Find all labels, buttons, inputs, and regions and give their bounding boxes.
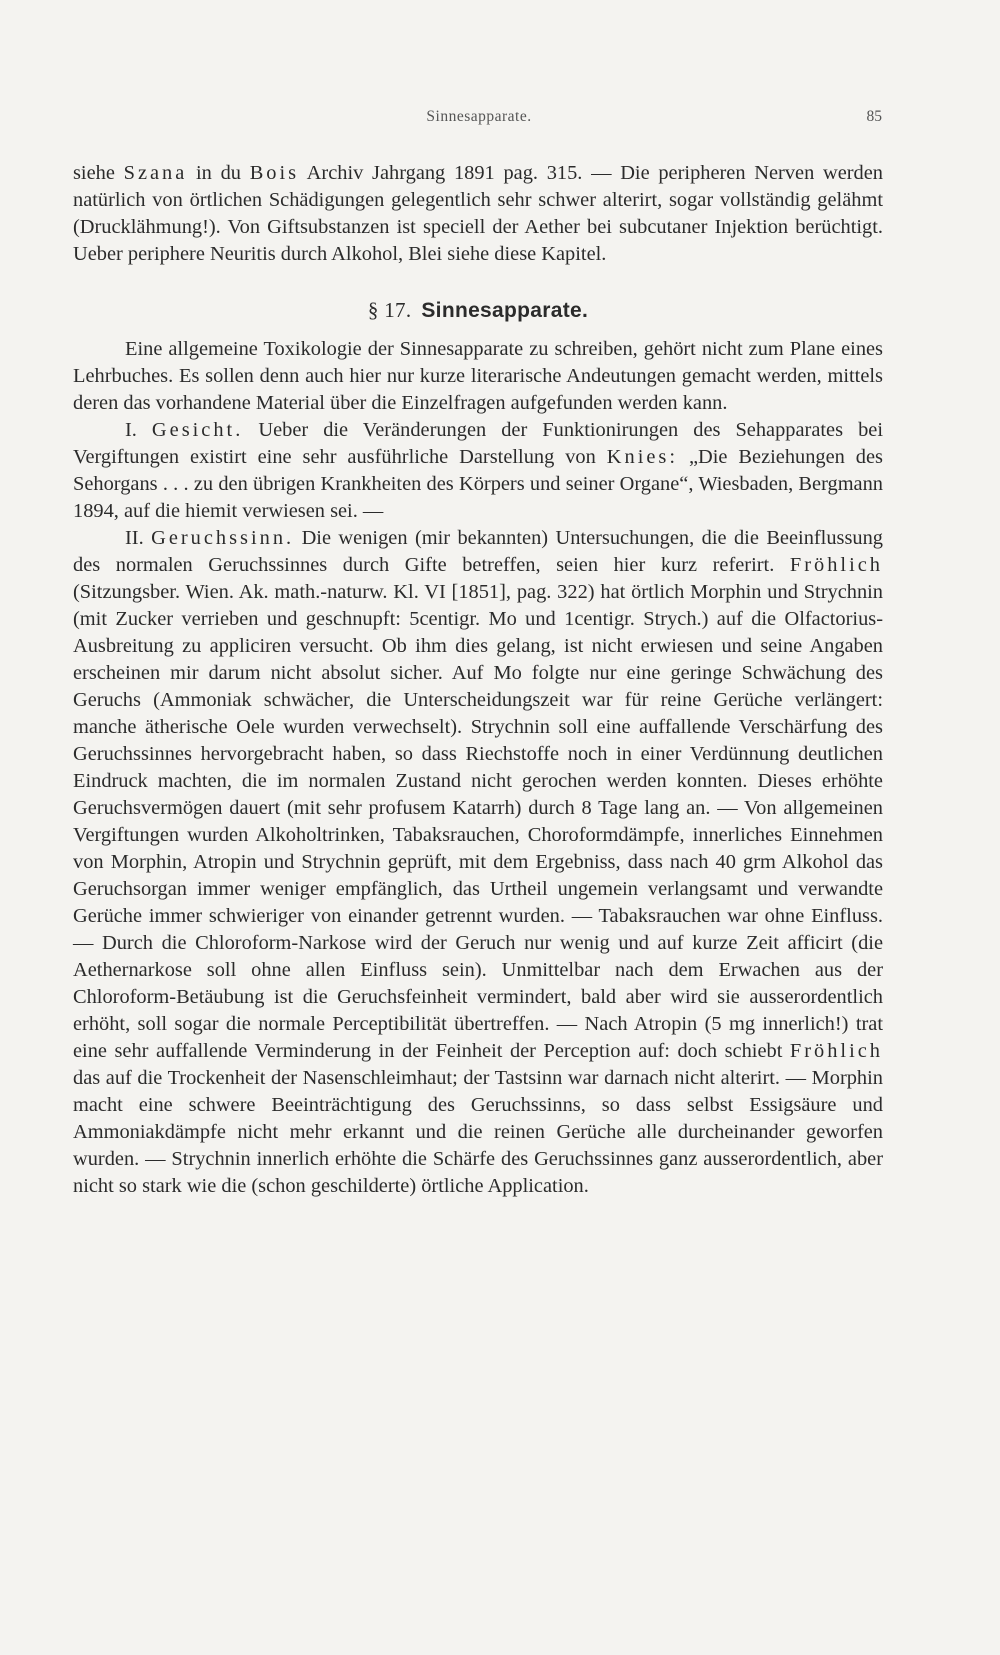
spaced-name: Knies: [606,446,679,468]
page-body [73,160,883,1200]
section-text [73,336,883,1200]
page-number: 85 [866,108,882,125]
text-run: II. [125,527,152,549]
text-run: Ueber die Veränderungen der Funktionirungen des Sehapparates bei Vergiftungen existirt eine sehr ausführliche Darstellung von [73,419,883,468]
text-run: das auf die Trockenheit der Nasenschleimhaut; der Tastsinn war darnach nicht alterirt. — Morphin macht eine schwere Beeinträchtigung des Geruchssinns, so dass selbst Essigsäure und Ammoniakdämpfe nicht mehr erkannt und die reinen Gerüche alle durcheinander geworfen wurden. — Strychnin innerlich erhöhte die Schärfe des Geruchssinnes ganz ausserordentlich, aber nicht so stark wie die (schon geschilderte) örtliche Application. [73,1067,883,1197]
spaced-name: Fröhlich [789,554,883,576]
text-run: „Die Beziehungen des Sehorgans . . . zu den übrigen Krankheiten des Körpers und seiner Organe“, Wiesbaden, Bergmann 1894, auf die hiemit verwiesen sei. — [73,446,883,522]
spaced-name: Geruchssinn. [151,527,295,549]
text-run: in du [187,162,250,184]
section-number: § 17. [367,298,412,322]
spaced-name: Bois [249,162,300,184]
text-run: Die wenigen (mir bekannten) Untersuchungen, die die Beeinflussung des normalen Geruchssinnes durch Gifte betreffen, seien hier kurz referirt. [73,527,883,576]
text-run: Eine allgemeine Toxikologie der Sinnesapparate zu schreiben, gehört nicht zum Plane eines Lehrbuches. Es sollen denn auch hier nur kurze literarische Andeutungen gemacht werden, mittels deren das vorhandene Material über die Einzelfragen aufgefunden werden kann. [73,338,883,414]
paragraph [73,417,883,525]
running-title: Sinnesapparate. [426,108,532,125]
text-run: (Sitzungsber. Wien. Ak. math.-naturw. Kl. VI [1851], pag. 322) hat örtlich Morphin und Strychnin (mit Zucker verrieben und geschnupft: 5centigr. Mo und 1centigr. Strych.) auf die Olfactorius-Ausbreitung zu appliciren versucht. Ob ihm dies gelang, ist nicht erwiesen und seine Angaben erscheinen mir darum nicht absolut sicher. Auf Mo folgte nur eine geringe Schwächung des Geruchs (Ammoniak schwächer, die Unterscheidungszeit war für reine Gerüche verlängert: manche ätherische Oele wurden verwechselt). Strychnin soll eine auffallende Verschärfung des Geruchssinnes hervorgebracht haben, so dass Riechstoffe noch in einer Verdünnung deutlichen Eindruck machten, die im normalen Zustand nicht gerochen werden konnten. Dieses erhöhte Geruchsvermögen dauert (mit sehr profusem Katarrh) durch 8 Tage lang an. — Von allgemeinen Vergiftungen wurden Alkoholtrinken, Tabaksrauchen, Choroformdämpfe, innerliches Einnehmen von Morphin, Atropin und Strychnin geprüft, mit dem Ergebniss, dass nach 40 grm Alkohol das Geruchsorgan immer weniger empfänglich, das Urtheil ungemein verlangsamt und verwandte Gerüche immer schwieriger von einander getrennt wurden. — Tabaksrauchen war ohne Einfluss. — Durch die Chloroform-Narkose wird der Geruch nur wenig und auf kurze Zeit afficirt (die Aethernarkose soll ohne allen Einfluss sein). Unmittelbar nach dem Erwachen aus der Chloroform-Betäubung ist die Geruchsfeinheit vermindert, bald aber wird sie ausserordentlich erhöht, soll sogar die normale Perceptibilität übertreffen. — Nach Atropin (5 mg innerlich!) trat eine sehr auffallende Verminderung in der Feinheit der Perception auf: doch schiebt [73,581,883,1062]
spaced-name: Szana [123,162,188,184]
spaced-name: Gesicht. [151,419,244,441]
intro-text [73,160,883,268]
text-run: Archiv Jahrgang 1891 pag. 315. — Die peripheren Nerven werden natürlich von örtlichen Schädigungen gelegentlich sehr schwer alterirt, sogar vollständig gelähmt (Drucklähmung!). Von Giftsubstanzen ist speciell der Aether bei subcutaner Injektion berüchtigt. Ueber periphere Neuritis durch Alkohol, Blei siehe diese Kapitel. [73,162,883,265]
paragraph [73,336,883,417]
spaced-name: Fröhlich [789,1040,883,1062]
paragraph [73,525,883,1200]
text-run: I. [125,419,152,441]
section-title: Sinnesapparate. [421,299,589,322]
text-run: siehe [73,162,124,184]
paragraph [73,160,883,268]
section-heading [73,297,883,324]
